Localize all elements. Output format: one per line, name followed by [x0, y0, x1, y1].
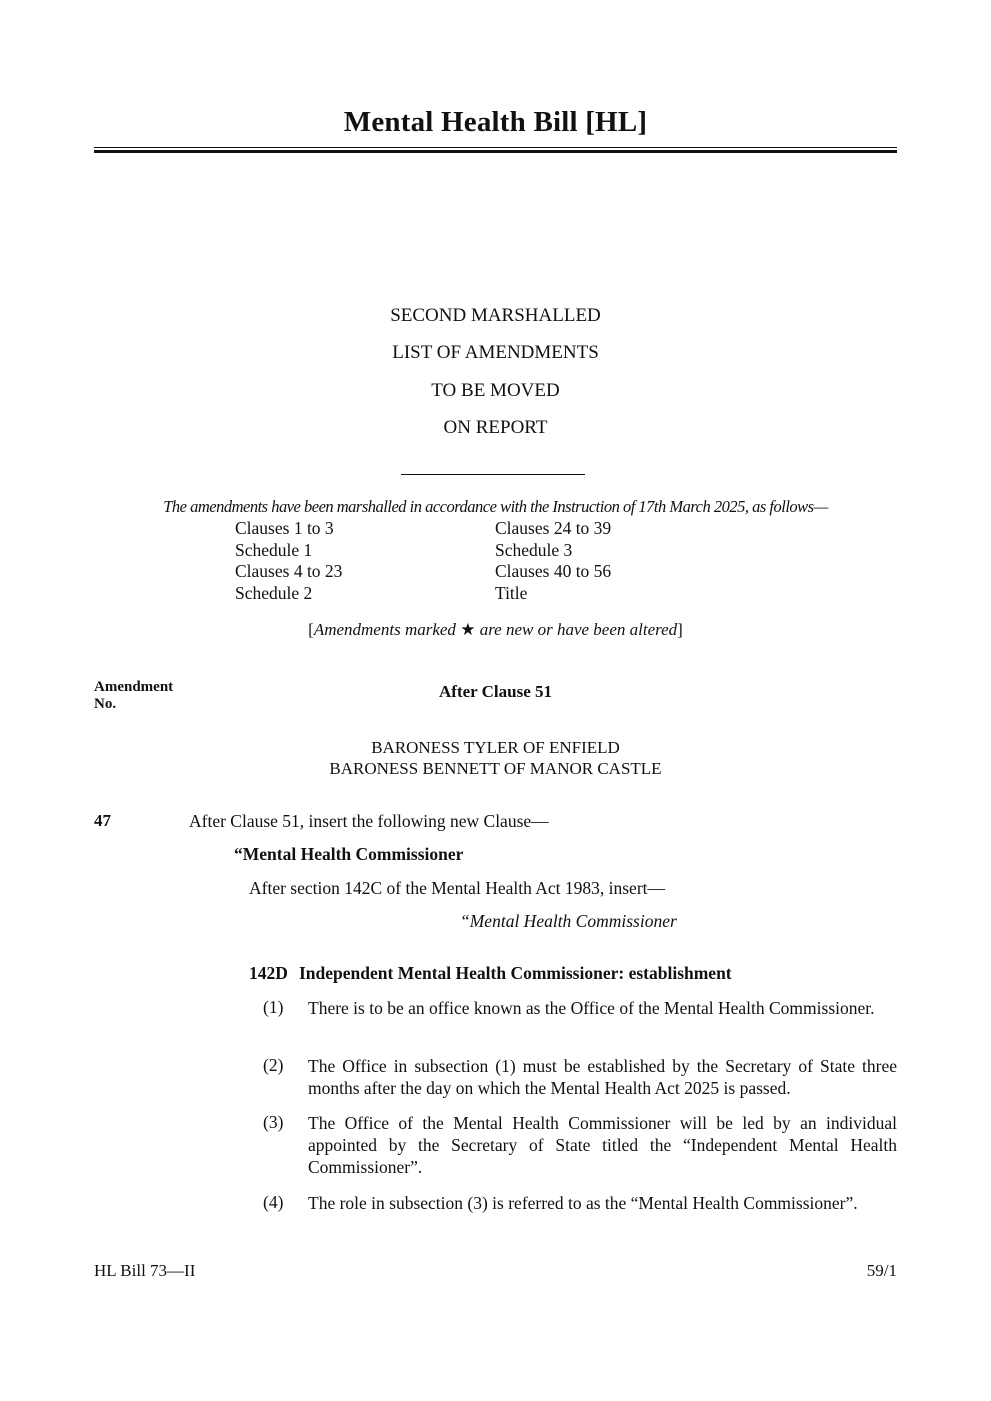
note-text-before: Amendments marked: [313, 620, 461, 639]
order-item: Title: [495, 583, 528, 603]
note-text-after: are new or have been altered: [475, 620, 678, 639]
note-bracket-open: [: [308, 620, 314, 639]
subsection-number: (1): [263, 997, 284, 1017]
star-note: [0, 620, 991, 640]
order-item: Clauses 1 to 3: [235, 518, 334, 538]
bill-reference: HL Bill 73—II: [94, 1261, 196, 1280]
amendment-no-label-line1: Amendment: [94, 679, 174, 695]
insert-instruction: After section 142C of the Mental Health Act 1983, insert—: [249, 878, 666, 898]
italic-cross-heading: “Mental Health Commissioner: [460, 911, 677, 931]
marshalling-intro: The amendments have been marshalled in accordance with the Instruction of 17th March 2025, as follows—: [163, 497, 828, 516]
title-rule-thick: [94, 150, 897, 153]
note-bracket-close: ]: [677, 620, 683, 639]
subsection-text: There is to be an office known as the Office of the Mental Health Commissioner.: [308, 998, 875, 1018]
heading-line-4: ON REPORT: [443, 417, 548, 438]
order-item: Schedule 3: [495, 540, 573, 560]
subsection-text: The Office of the Mental Health Commissioner will be led by an individual appointed by the Secretary of State titled the “Independent Mental Health Commissioner”.: [308, 1113, 897, 1177]
star-icon: ★: [460, 620, 476, 639]
subsection-number: (2): [263, 1055, 284, 1075]
subsection-number: (3): [263, 1112, 284, 1132]
new-clause-title: “Mental Health Commissioner: [234, 844, 464, 864]
order-item: Clauses 24 to 39: [495, 518, 612, 538]
amendment-no-label-line2: No.: [94, 696, 117, 712]
subsection-text: The Office in subsection (1) must be established by the Secretary of State three months after the day on which the Mental Health Act 2025 is passed.: [308, 1056, 897, 1098]
heading-divider: [401, 474, 585, 475]
subsection-number: (4): [263, 1192, 284, 1212]
title-rule-thin: [94, 147, 897, 148]
order-item: Clauses 4 to 23: [235, 561, 343, 581]
order-item: Clauses 40 to 56: [495, 561, 612, 581]
amendment-number: 47: [94, 811, 111, 830]
section-title: Independent Mental Health Commissioner: establishment: [299, 963, 732, 983]
sponsor-name: BARONESS BENNETT OF MANOR CASTLE: [329, 759, 662, 778]
heading-line-1: SECOND MARSHALLED: [390, 305, 601, 326]
document-title: Mental Health Bill [HL]: [343, 106, 648, 138]
heading-line-3: TO BE MOVED: [431, 380, 560, 401]
page-reference: 59/1: [866, 1261, 897, 1280]
amendment-instruction: After Clause 51, insert the following new Clause—: [189, 811, 549, 831]
heading-line-2: LIST OF AMENDMENTS: [392, 342, 599, 363]
subsection-text: The role in subsection (3) is referred to as the “Mental Health Commissioner”.: [308, 1193, 858, 1213]
sponsor-name: BARONESS TYLER OF ENFIELD: [371, 738, 620, 757]
section-number: 142D: [249, 963, 288, 983]
order-item: Schedule 1: [235, 540, 313, 560]
order-item: Schedule 2: [235, 583, 313, 603]
section-heading: After Clause 51: [439, 682, 552, 701]
